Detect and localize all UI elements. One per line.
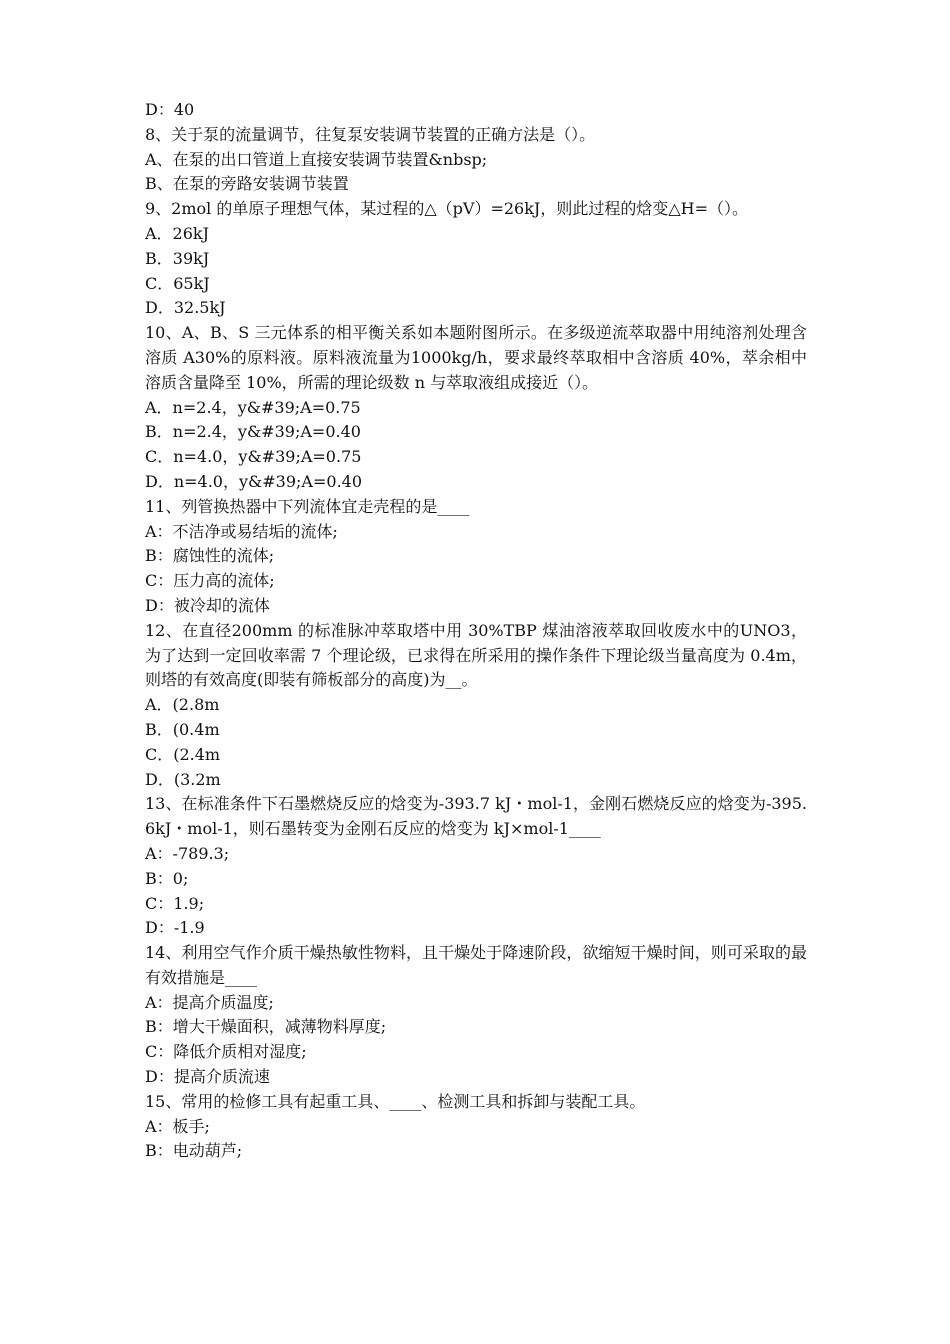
option-d-q9: D．32.5kJ	[145, 298, 226, 318]
option-a-q15: A：板手;	[145, 1116, 210, 1136]
question-10-stem: 10、A、B、S 三元体系的相平衡关系如本题附图所示。在多级逆流萃取器中用纯溶剂处理含溶质 A30%的原料液。原料液流量为1000kg/h，要求最终萃取相中含溶质 40%，萃余相中溶质含量降至 10%，所需的理论级数 n 与萃取液组成接近（）。	[145, 323, 807, 392]
option-d-q11: D：被冷却的流体	[145, 595, 270, 615]
option-b-q15: B：电动葫芦;	[145, 1141, 243, 1161]
document-page	[145, 98, 807, 1164]
option-c-q10: C．n=4.0，y&#39;A=0.75	[145, 447, 362, 467]
option-d-q14: D：提高介质流速	[145, 1067, 270, 1087]
option-c-q11: C：压力高的流体;	[145, 571, 275, 591]
option-b-q8: B、在泵的旁路安装调节装置	[145, 174, 349, 194]
option-c-q13: C：1.9;	[145, 893, 205, 913]
option-c-q9: C．65kJ	[145, 273, 210, 293]
option-a-q11: A：不洁净或易结垢的流体;	[145, 521, 338, 541]
option-a-q8: A、在泵的出口管道上直接安装调节装置&nbsp;	[145, 149, 488, 169]
option-d-q13: D：-1.9	[145, 918, 205, 938]
option-a-q13: A：-789.3;	[145, 843, 230, 863]
question-11-stem: 11、列管换热器中下列流体宜走壳程的是____	[145, 496, 470, 516]
option-b-q11: B：腐蚀性的流体;	[145, 546, 275, 566]
option-a-q10: A．n=2.4，y&#39;A=0.75	[145, 397, 361, 417]
option-d-q10: D．n=4.0，y&#39;A=0.40	[145, 471, 363, 491]
question-9-stem: 9、2mol 的单原子理想气体，某过程的△（pV）=26kJ，则此过程的焓变△H=（）。	[145, 199, 749, 219]
question-13-stem: 13、在标准条件下石墨燃烧反应的焓变为-393.7 kJ・mol-1，金刚石燃烧反应的焓变为-395.6kJ・mol-1，则石墨转变为金刚石反应的焓变为 kJ×mol-1____	[145, 794, 807, 839]
question-14-stem: 14、利用空气作介质干燥热敏性物料，且干燥处于降速阶段，欲缩短干燥时间，则可采取的最有效措施是____	[145, 943, 807, 987]
option-b-q9: B．39kJ	[145, 248, 210, 268]
option-a-q12: A．(2.8m	[145, 695, 220, 715]
question-15-stem: 15、常用的检修工具有起重工具、____、检测工具和拆卸与装配工具。	[145, 1091, 646, 1111]
option-b-q10: B．n=2.4，y&#39;A=0.40	[145, 422, 361, 442]
option-b-q12: B．(0.4m	[145, 719, 220, 739]
question-12-stem: 12、在直径200mm 的标准脉冲萃取塔中用 30%TBP 煤油溶液萃取回收废水中的UNO3，为了达到一定回收率需 7 个理论级，已求得在所采用的操作条件下理论级当量高度为 0.4m，则塔的有效高度(即装有筛板部分的高度)为__。	[145, 620, 807, 690]
option-a-q9: A．26kJ	[145, 223, 210, 243]
option-d-q12: D．(3.2m	[145, 769, 221, 789]
option-b-q13: B：0;	[145, 868, 189, 888]
option-c-q12: C．(2.4m	[145, 744, 221, 764]
option-b-q14: B：增大干燥面积，减薄物料厚度;	[145, 1017, 387, 1037]
option-c-q14: C：降低介质相对湿度;	[145, 1042, 307, 1062]
question-8-stem: 8、关于泵的流量调节，往复泵安装调节装置的正确方法是（）。	[145, 124, 596, 144]
option-a-q14: A：提高介质温度;	[145, 992, 274, 1012]
option-d-q7: D：40	[145, 100, 195, 119]
